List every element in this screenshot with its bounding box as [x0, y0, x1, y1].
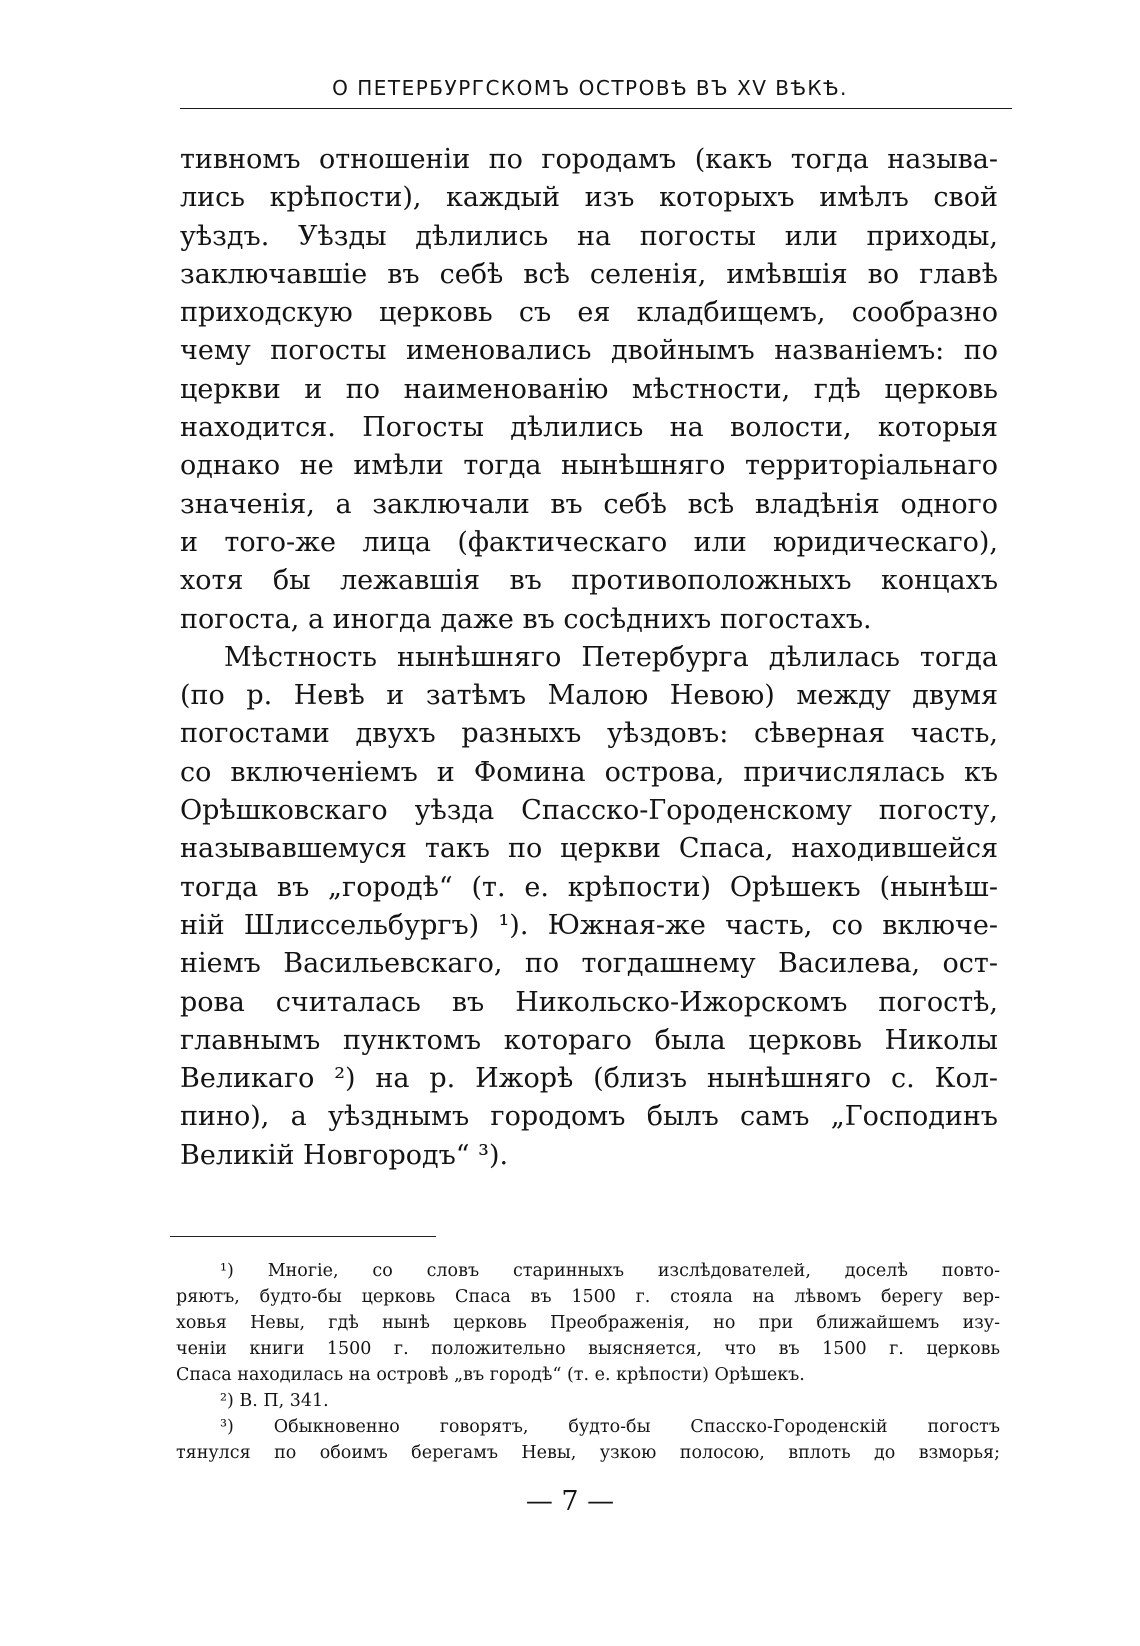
text-line: чему погосты именовались двойнымъ названіемъ: по	[180, 335, 998, 367]
text-line: пино), а уѣзднымъ городомъ былъ самъ „Господинъ	[180, 1101, 998, 1133]
text-line: лись крѣпости), каждый изъ которыхъ имѣлъ свой	[180, 182, 998, 214]
text-line: Великій Новгородъ“ ³).	[180, 1139, 509, 1171]
main-text	[180, 141, 998, 1175]
footnote-line: ²) В. П, 341.	[220, 1391, 329, 1411]
text-line: Орѣшковскаго уѣзда Спасско-Городенскому погосту,	[180, 795, 998, 827]
header-rule	[180, 108, 1012, 109]
text-line: погоста, а иногда даже въ сосѣднихъ погостахъ.	[180, 603, 872, 635]
text-line: называвшемуся такъ по церкви Спаса, находившейся	[180, 833, 998, 865]
text-line: погостами двухъ разныхъ уѣздовъ: сѣверная часть,	[180, 718, 998, 750]
text-line: церкви и по наименованію мѣстности, гдѣ церковь	[180, 373, 998, 405]
footnote-rule	[170, 1236, 436, 1237]
footnote-line: Спаса находилась на островѣ „въ городѣ“ (т. е. крѣпости) Орѣшекъ.	[176, 1365, 805, 1385]
text-line: хотя бы лежавшія въ противоположныхъ концахъ	[180, 565, 998, 597]
text-line: приходскую церковь съ ея кладбищемъ, сообразно	[180, 297, 998, 329]
footnote-line: ченіи книги 1500 г. положительно выясняется, что въ 1500 г. церковь	[176, 1339, 1000, 1359]
text-line: ній Шлиссельбургъ) ¹). Южная-же часть, со включе-	[180, 909, 998, 941]
footnotes	[176, 1258, 1000, 1466]
text-line: уѣздъ. Уѣзды дѣлились на погосты или приходы,	[180, 220, 998, 252]
text-line: тивномъ отношеніи по городамъ (какъ тогда называ-	[180, 144, 998, 175]
footnote-line: ряютъ, будто-бы церковь Спаса въ 1500 г. стояла на лѣвомъ берегу вер-	[176, 1287, 1000, 1307]
text-line: и того-же лица (фактическаго или юридическаго),	[180, 526, 998, 558]
text-line: (по р. Невѣ и затѣмъ Малою Невою) между двумя	[180, 680, 998, 712]
text-line: заключавшіе въ себѣ всѣ селенія, имѣвшія во главѣ	[180, 258, 998, 290]
page-number: — 7 —	[525, 1486, 615, 1517]
footnote-line: тянулся по обоимъ берегамъ Невы, узкою полосою, вплоть до взморья;	[176, 1443, 1000, 1463]
text-line: значенія, а заключали въ себѣ всѣ владѣнія одного	[180, 488, 998, 520]
text-line: однако не имѣли тогда нынѣшняго территоріальнаго	[180, 450, 998, 482]
running-header: О ПЕТЕРБУРГСКОМЪ ОСТРОВѢ ВЪ XV ВѢКѢ.	[332, 76, 848, 100]
text-line: главнымъ пунктомъ котораго была церковь Николы	[180, 1024, 998, 1056]
text-line: со включеніемъ и Фомина острова, причислялась къ	[180, 756, 998, 788]
text-line: Мѣстность нынѣшняго Петербурга дѣлилась тогда	[224, 641, 998, 673]
text-line: находится. Погосты дѣлились на волости, которыя	[180, 412, 998, 444]
text-line: ніемъ Васильевскаго, по тогдашнему Василева, ост-	[180, 948, 998, 980]
text-line: Великаго ²) на р. Ижорѣ (близъ нынѣшняго с. Кол-	[180, 1063, 998, 1095]
text-line: тогда въ „городѣ“ (т. е. крѣпости) Орѣшекъ (нынѣш-	[180, 871, 998, 903]
footnote-line: ¹) Многіе, со словъ старинныхъ изслѣдователей, доселѣ повто-	[220, 1261, 1000, 1281]
footnote-line: ховья Невы, гдѣ нынѣ церковь Преображенія, но при ближайшемъ изу-	[176, 1313, 1000, 1333]
text-line: рова считалась въ Никольско-Ижорскомъ погостѣ,	[180, 986, 998, 1018]
footnote-line: ³) Обыкновенно говорятъ, будто-бы Спасско-Городенскій погостъ	[220, 1417, 1000, 1437]
